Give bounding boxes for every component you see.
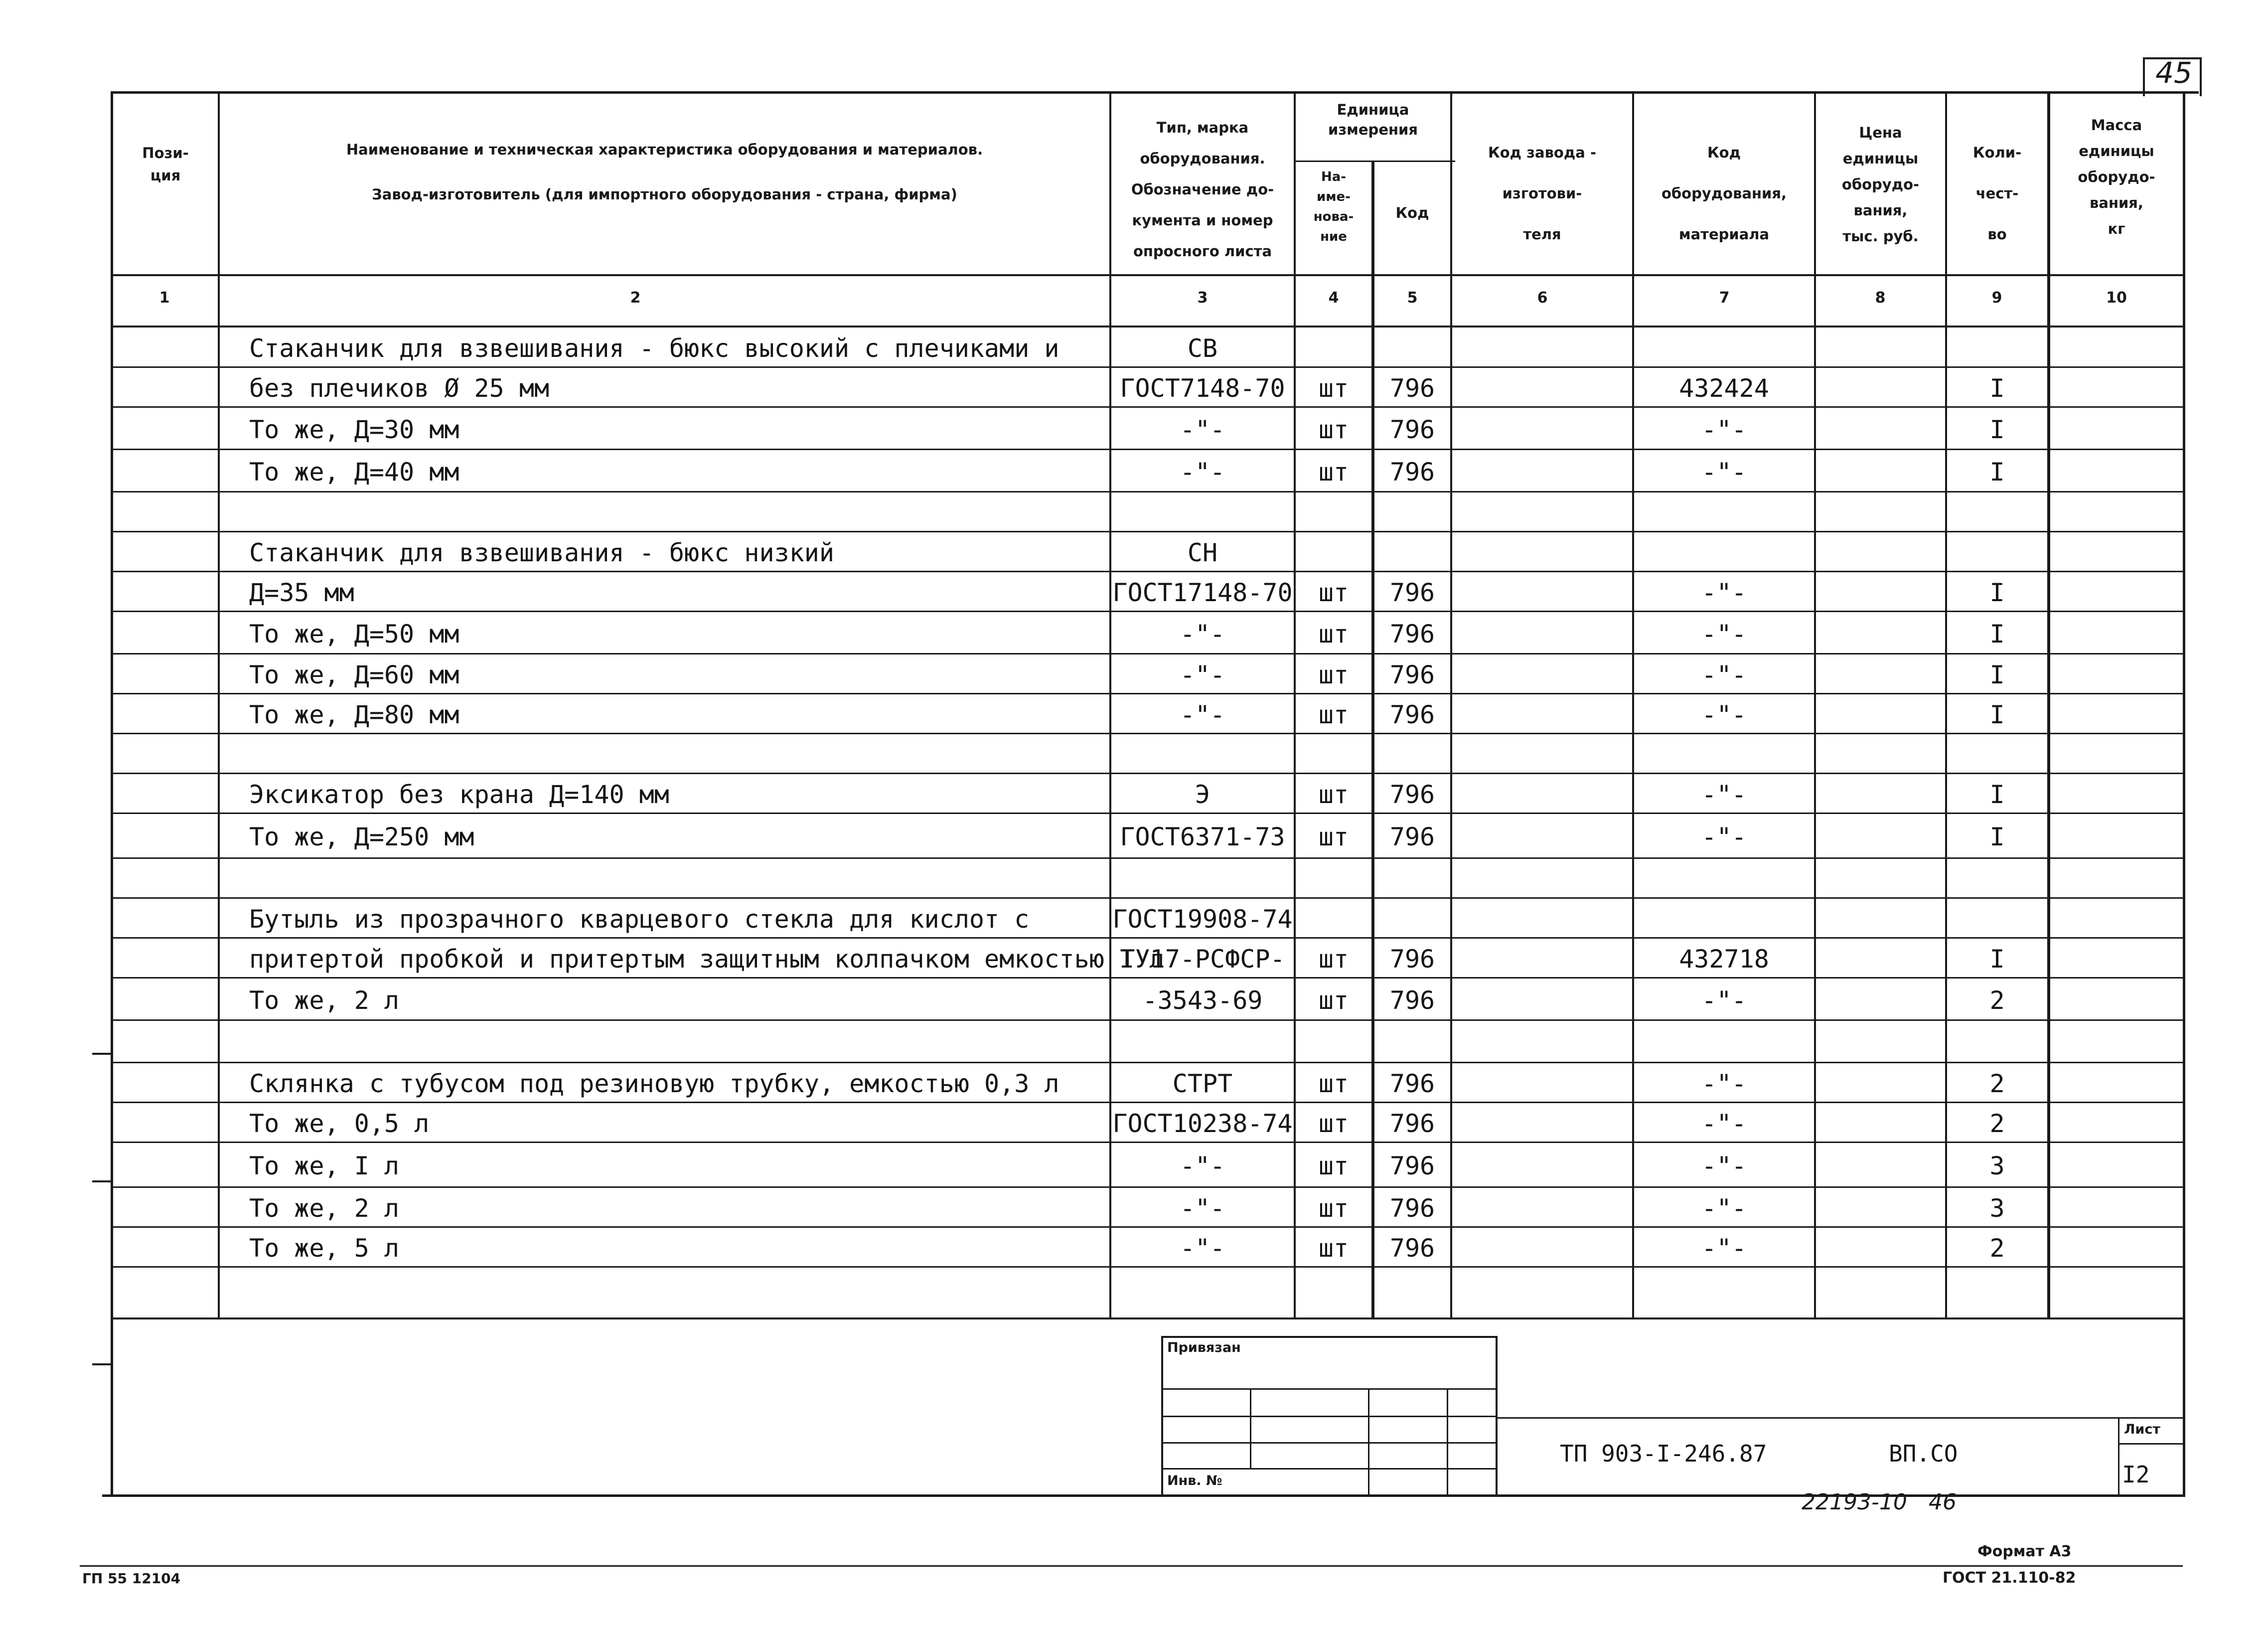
- colnum-9: 9: [1991, 289, 2002, 307]
- cell-code: 796: [1389, 578, 1435, 607]
- cell-unit: шт: [1318, 457, 1349, 487]
- stamp-top-line: [1161, 1336, 1498, 1338]
- cell-qty: I: [1989, 945, 2005, 974]
- cell-mat: -"-: [1701, 700, 1747, 729]
- stamp-v3: [1447, 1388, 1448, 1495]
- cell-mat: -"-: [1701, 1069, 1747, 1098]
- sheet-box-left: [2118, 1417, 2119, 1497]
- cell-code: 796: [1389, 780, 1435, 809]
- cell-name: без плечиков Ø 25 мм: [249, 374, 550, 403]
- cell-code: 796: [1389, 700, 1435, 729]
- cell-type: -"-: [1180, 1234, 1225, 1263]
- cell-qty: 3: [1989, 1151, 2005, 1180]
- cell-mat: -"-: [1701, 578, 1747, 607]
- header-factory-code: Код завода - изготови- теля: [1488, 144, 1596, 243]
- row-separator: [111, 1142, 2185, 1143]
- row-separator: [111, 611, 2185, 612]
- cell-code: 796: [1389, 1194, 1435, 1223]
- cell-type: ТУ17-РСФСР-: [1120, 945, 1285, 974]
- cell-qty: I: [1989, 619, 2005, 649]
- header-material-code: Код оборудования, материала: [1661, 144, 1787, 243]
- cell-mat: -"-: [1701, 1109, 1747, 1138]
- row-separator: [111, 1226, 2185, 1228]
- colnum-1: 1: [159, 289, 170, 307]
- cell-unit: шт: [1318, 374, 1349, 403]
- row-separator: [111, 733, 2185, 734]
- cell-type: СН: [1187, 538, 1218, 567]
- cell-unit: шт: [1318, 1194, 1349, 1223]
- colnum-8: 8: [1875, 289, 1886, 307]
- cell-qty: 2: [1989, 1234, 2005, 1263]
- cell-name: То же, I л: [249, 1151, 400, 1180]
- cell-unit: шт: [1318, 1234, 1349, 1263]
- sheet-value: I2: [2122, 1461, 2150, 1488]
- header-quantity: Коли- чест- во: [1972, 144, 2022, 243]
- sheet-label: Лист: [2124, 1422, 2160, 1437]
- doc-code: ТП 903-I-246.87: [1560, 1440, 1767, 1467]
- handwritten-number: 22193-10: [1802, 1489, 1907, 1515]
- cell-unit: шт: [1318, 415, 1349, 444]
- title-block-line: [1496, 1417, 2185, 1419]
- cell-qty: I: [1989, 457, 2005, 487]
- header-mass: Масса единицы оборудо- вания, кг: [2078, 117, 2155, 237]
- cell-mat: -"-: [1701, 822, 1747, 851]
- bottom-rule: [80, 1565, 2183, 1567]
- row-separator: [111, 653, 2185, 655]
- cell-name: То же, 2 л: [249, 1194, 400, 1223]
- doc-section: ВП.СО: [1889, 1440, 1958, 1467]
- row-separator: [111, 531, 2185, 532]
- header-type: Тип, марка оборудования. Обозначение до- кумента и номер опросного листа: [1131, 119, 1274, 260]
- page-number: 45: [2155, 56, 2192, 90]
- cell-mat: -"-: [1701, 415, 1747, 444]
- row-separator: [111, 897, 2185, 899]
- cell-unit: шт: [1318, 945, 1349, 974]
- cell-name: Стаканчик для взвешивания - бюкс высокий с плечиками и: [249, 334, 1059, 363]
- cell-qty: I: [1989, 780, 2005, 809]
- cell-unit: шт: [1318, 822, 1349, 851]
- header-price: Цена единицы оборудо- вания, тыс. руб.: [1841, 124, 1920, 245]
- cell-type: ГОСТ7148-70: [1120, 374, 1285, 403]
- cell-name: Стаканчик для взвешивания - бюкс низкий: [249, 538, 834, 567]
- cell-type: -"-: [1180, 457, 1225, 487]
- cell-code: 796: [1389, 1069, 1435, 1098]
- cell-qty: I: [1989, 822, 2005, 851]
- cell-type: СТРТ: [1172, 1069, 1233, 1098]
- cell-name: Эксикатор без крана Д=140 мм: [249, 780, 669, 809]
- cell-qty: I: [1989, 415, 2005, 444]
- sheet-box-mid: [2118, 1443, 2185, 1445]
- cell-name: Бутыль из прозрачного кварцевого стекла для кислот с: [249, 905, 1030, 934]
- cell-unit: шт: [1318, 619, 1349, 649]
- cell-name: Д=35 мм: [249, 578, 354, 607]
- cell-mat: 432718: [1679, 945, 1769, 974]
- cell-mat: -"-: [1701, 1234, 1747, 1263]
- colnum-2: 2: [630, 289, 641, 307]
- row-separator: [111, 1062, 2185, 1063]
- cell-mat: -"-: [1701, 660, 1747, 689]
- cell-unit: шт: [1318, 780, 1349, 809]
- row-separator: [111, 366, 2185, 368]
- row-separator: [111, 491, 2185, 492]
- cell-type: -"-: [1180, 415, 1225, 444]
- cell-mat: -"-: [1701, 985, 1747, 1015]
- cell-name: То же, 5 л: [249, 1234, 400, 1263]
- cell-name: То же, Д=50 мм: [249, 619, 459, 649]
- cell-mat: -"-: [1701, 780, 1747, 809]
- cell-qty: 2: [1989, 985, 2005, 1015]
- margin-tick-2: [92, 1180, 111, 1182]
- cell-mat: -"-: [1701, 1151, 1747, 1180]
- cell-mat: 432424: [1679, 374, 1769, 403]
- row-separator: [111, 773, 2185, 774]
- cell-code: 796: [1389, 1151, 1435, 1180]
- margin-tick-3: [92, 1363, 111, 1365]
- row-separator: [111, 813, 2185, 814]
- cell-mat: -"-: [1701, 619, 1747, 649]
- cell-name: притертой пробкой и притертым защитным колпачком емкостью I л: [249, 945, 1165, 974]
- cell-type: ГОСТ10238-74: [1112, 1109, 1293, 1138]
- cell-qty: I: [1989, 700, 2005, 729]
- format-label: Формат А3: [1977, 1543, 2072, 1560]
- cell-qty: I: [1989, 578, 2005, 607]
- cell-mat: -"-: [1701, 1194, 1747, 1223]
- cell-code: 796: [1389, 619, 1435, 649]
- row-separator: [111, 693, 2185, 694]
- cell-name: То же, Д=80 мм: [249, 700, 459, 729]
- cell-name: То же, Д=250 мм: [249, 822, 474, 851]
- cell-code: 796: [1389, 985, 1435, 1015]
- cell-qty: I: [1989, 374, 2005, 403]
- cell-unit: шт: [1318, 700, 1349, 729]
- row-separator: [111, 1266, 2185, 1268]
- cell-code: 796: [1389, 457, 1435, 487]
- handwritten-page: 46: [1929, 1489, 1957, 1515]
- cell-name: То же, 0,5 л: [249, 1109, 430, 1138]
- cell-unit: шт: [1318, 660, 1349, 689]
- cell-code: 796: [1389, 415, 1435, 444]
- header-unit-group: Единица измерения: [1328, 101, 1418, 138]
- colnum-3: 3: [1197, 289, 1208, 307]
- stamp-v2: [1368, 1388, 1369, 1495]
- cell-type: ГОСТ19908-74: [1112, 905, 1293, 934]
- row-separator: [111, 977, 2185, 979]
- cell-code: 796: [1389, 660, 1435, 689]
- row-separator: [111, 1186, 2185, 1188]
- cell-type: -"-: [1180, 700, 1225, 729]
- cell-type: -"-: [1180, 660, 1225, 689]
- header-name-line1: Наименование и техническая характеристика оборудования и материалов.: [346, 141, 983, 158]
- cell-code: 796: [1389, 1109, 1435, 1138]
- row-separator: [111, 571, 2185, 572]
- colnum-4: 4: [1328, 289, 1339, 307]
- cell-unit: шт: [1318, 578, 1349, 607]
- colnum-10: 10: [2106, 289, 2127, 307]
- cell-type: ГОСТ6371-73: [1120, 822, 1285, 851]
- cell-name: То же, Д=60 мм: [249, 660, 459, 689]
- row-separator: [111, 857, 2185, 859]
- header-unit-code: Код: [1395, 204, 1429, 221]
- cell-unit: шт: [1318, 1151, 1349, 1180]
- row-separator: [111, 1019, 2185, 1021]
- cell-name: Склянка с тубусом под резиновую трубку, емкостью 0,3 л: [249, 1069, 1059, 1098]
- stamp-inv-no: Инв. №: [1167, 1473, 1222, 1488]
- cell-unit: шт: [1318, 985, 1349, 1015]
- stamp-v1: [1250, 1388, 1251, 1468]
- row-separator: [111, 406, 2185, 408]
- colnum-6: 6: [1537, 289, 1548, 307]
- gost-label: ГОСТ 21.110-82: [1943, 1569, 2076, 1587]
- row-separator: [111, 449, 2185, 450]
- cell-name: То же, 2 л: [249, 985, 400, 1015]
- cell-qty: 2: [1989, 1069, 2005, 1098]
- colnum-7: 7: [1719, 289, 1730, 307]
- cell-mat: -"-: [1701, 457, 1747, 487]
- cell-name: То же, Д=40 мм: [249, 457, 459, 487]
- stamp-privyazan: Привязан: [1167, 1340, 1241, 1355]
- cell-code: 796: [1389, 1234, 1435, 1263]
- cell-type: ГОСТ17148-70: [1112, 578, 1293, 607]
- cell-type: -3543-69: [1142, 985, 1263, 1015]
- header-unit-name: На- име- нова- ние: [1313, 169, 1354, 244]
- cell-type: -"-: [1180, 1151, 1225, 1180]
- cell-qty: 3: [1989, 1194, 2005, 1223]
- cell-type: СВ: [1187, 334, 1218, 363]
- row-separator: [111, 1102, 2185, 1103]
- margin-tick-1: [92, 1053, 111, 1055]
- header-name-line2: Завод-изготовитель (для импортного оборудования - страна, фирма): [372, 186, 957, 203]
- row-separator: [111, 937, 2185, 939]
- cell-qty: 2: [1989, 1109, 2005, 1138]
- cell-code: 796: [1389, 945, 1435, 974]
- cell-code: 796: [1389, 374, 1435, 403]
- cell-name: То же, Д=30 мм: [249, 415, 459, 444]
- cell-code: 796: [1389, 822, 1435, 851]
- cell-type: -"-: [1180, 619, 1225, 649]
- cell-unit: шт: [1318, 1109, 1349, 1138]
- cell-type: Э: [1195, 780, 1210, 809]
- colnum-5: 5: [1407, 289, 1418, 307]
- left-form-code: ГП 55 12104: [82, 1570, 181, 1587]
- cell-qty: I: [1989, 660, 2005, 689]
- cell-unit: шт: [1318, 1069, 1349, 1098]
- cell-type: -"-: [1180, 1194, 1225, 1223]
- header-position: Пози- ция: [142, 145, 189, 184]
